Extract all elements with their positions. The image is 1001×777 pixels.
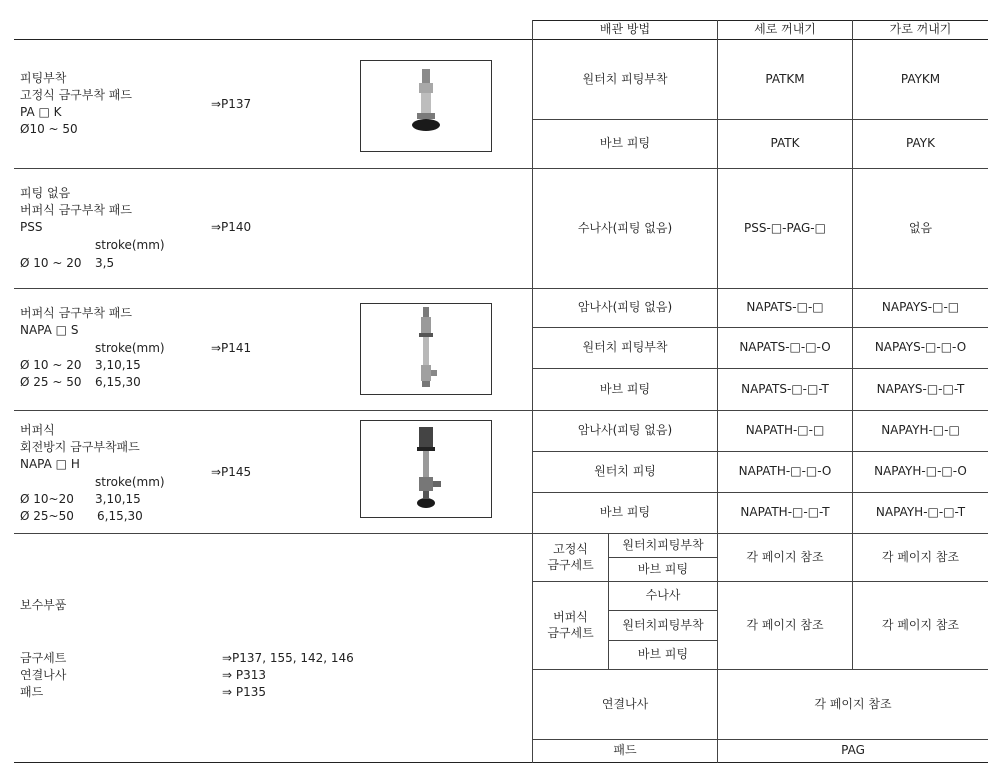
maint-item-label-3: 패드	[20, 685, 44, 699]
anti-rotation-pad-icon	[361, 421, 491, 517]
product-image	[360, 60, 492, 152]
g3-method-3: 바브 피팅	[599, 381, 651, 396]
connect-screw-ref: 각 페이지 참조	[814, 696, 892, 711]
connect-screw-label: 연결나사	[601, 696, 649, 711]
header-piping: 배관 방법	[599, 22, 651, 37]
g1-vertical-2: PATK	[770, 136, 800, 151]
maint-item-label-2: 연결나사	[20, 668, 67, 682]
group4-stroke-1: 3,10,15	[95, 492, 141, 506]
g3-vertical-2: NAPATS-□-□-O	[739, 340, 831, 355]
group1-line3: PA □ K	[20, 105, 62, 119]
fixed-horizontal-ref: 각 페이지 참조	[881, 549, 960, 564]
group3-line1: 버퍼식 금구부착 패드	[20, 306, 132, 320]
bottom-rule	[14, 762, 988, 763]
pad-value: PAG	[841, 743, 865, 758]
g2-horizontal-1: 없음	[908, 220, 933, 235]
g4-horizontal-2: NAPAYH-□-□-O	[874, 464, 967, 479]
group2-page-ref: ⇒P140	[211, 220, 252, 234]
buffer-set-label: 버퍼식 금구세트	[547, 609, 594, 640]
group4-line2: 회전방지 금구부착패드	[20, 440, 140, 454]
g4-vertical-3: NAPATH-□-□-T	[740, 505, 830, 520]
g4-method-2: 원터치 피팅	[594, 464, 656, 479]
g1-method-2: 바브 피팅	[599, 136, 651, 151]
g3-method-2: 원터치 피팅부착	[582, 340, 668, 355]
fixed-item-1: 원터치피팅부착	[622, 537, 704, 552]
g3-horizontal-2: NAPAYS-□-□-O	[874, 340, 967, 355]
group3-dia-1: Ø 10 ~ 20	[20, 358, 82, 372]
g3-method-1: 암나사(피팅 없음)	[577, 300, 673, 315]
group3-page-ref: ⇒P141	[211, 341, 252, 355]
group4-dia-1: Ø 10~20	[20, 492, 74, 506]
maint-item-ref-3: ⇒ P135	[222, 685, 267, 699]
buffer-item-2: 원터치피팅부착	[622, 617, 704, 632]
buffer-horizontal-ref: 각 페이지 참조	[881, 617, 960, 632]
group2-stroke-label: stroke(mm)	[95, 238, 165, 252]
maintenance-title: 보수부품	[20, 598, 67, 612]
product-image	[360, 420, 492, 518]
pad-label: 패드	[613, 743, 637, 758]
group4-page-ref: ⇒P145	[211, 465, 252, 479]
suction-pad-fitting-icon	[361, 61, 491, 151]
g3-horizontal-3: NAPAYS-□-□-T	[876, 381, 965, 396]
g4-method-1: 암나사(피팅 없음)	[577, 423, 673, 438]
g2-vertical-1: PSS-□-PAG-□	[744, 220, 826, 235]
product-image	[360, 303, 492, 395]
g1-method-1: 원터치 피팅부착	[582, 71, 668, 86]
g3-vertical-1: NAPATS-□-□	[746, 300, 824, 315]
group2-line2: 버퍼식 금구부착 패드	[20, 203, 132, 217]
fixed-set-label: 고정식 금구세트	[547, 541, 594, 572]
g1-vertical-1: PATKM	[765, 71, 805, 86]
fixed-vertical-ref: 각 페이지 참조	[746, 549, 824, 564]
g4-method-3: 바브 피팅	[599, 505, 651, 520]
maint-item-ref-1: ⇒P137, 155, 142, 146	[222, 651, 354, 665]
g4-horizontal-1: NAPAYH-□-□	[881, 423, 960, 438]
buffer-item-3: 바브 피팅	[637, 647, 689, 662]
g4-vertical-2: NAPATH-□-□-O	[738, 464, 832, 479]
buffer-pad-icon	[361, 304, 491, 394]
maint-item-ref-2: ⇒ P313	[222, 668, 267, 682]
g4-vertical-1: NAPATH-□-□	[745, 423, 825, 438]
buffer-vertical-ref: 각 페이지 참조	[746, 617, 824, 632]
header-horizontal: 가로 꺼내기	[889, 22, 952, 37]
group3-dia-2: Ø 25 ~ 50	[20, 375, 82, 389]
group4-dia-2: Ø 25~50	[20, 509, 74, 523]
g3-vertical-3: NAPATS-□-□-T	[741, 381, 829, 396]
g1-horizontal-1: PAYKM	[900, 71, 941, 86]
fixed-item-2: 바브 피팅	[637, 561, 689, 576]
group4-stroke-2: 6,15,30	[97, 509, 143, 523]
g1-horizontal-2: PAYK	[906, 136, 935, 151]
group2-stroke-1: 3,5	[95, 256, 115, 270]
buffer-item-1: 수나사	[645, 588, 681, 603]
group3-stroke-label: stroke(mm)	[95, 341, 165, 355]
group1-line2: 고정식 금구부착 패드	[20, 88, 132, 102]
g4-horizontal-3: NAPAYH-□-□-T	[875, 505, 966, 520]
group1-line1: 피팅부착	[20, 71, 67, 85]
group3-stroke-2: 6,15,30	[95, 375, 141, 389]
g3-horizontal-1: NAPAYS-□-□	[881, 300, 960, 315]
group3-stroke-1: 3,10,15	[95, 358, 141, 372]
maint-item-label-1: 금구세트	[20, 651, 67, 665]
group2-line3: PSS	[20, 220, 43, 234]
group1-line4: Ø10 ~ 50	[20, 122, 78, 136]
group2-dia-1: Ø 10 ~ 20	[20, 256, 82, 270]
group4-line3: NAPA □ H	[20, 457, 80, 471]
group2-line1: 피팅 없음	[20, 186, 71, 200]
group4-line1: 버퍼식	[20, 423, 55, 437]
group4-stroke-label: stroke(mm)	[95, 475, 165, 489]
group3-line2: NAPA □ S	[20, 323, 79, 337]
g2-method-1: 수나사(피팅 없음)	[577, 220, 673, 235]
header-vertical: 세로 꺼내기	[754, 22, 816, 37]
group1-page-ref: ⇒P137	[211, 97, 252, 111]
